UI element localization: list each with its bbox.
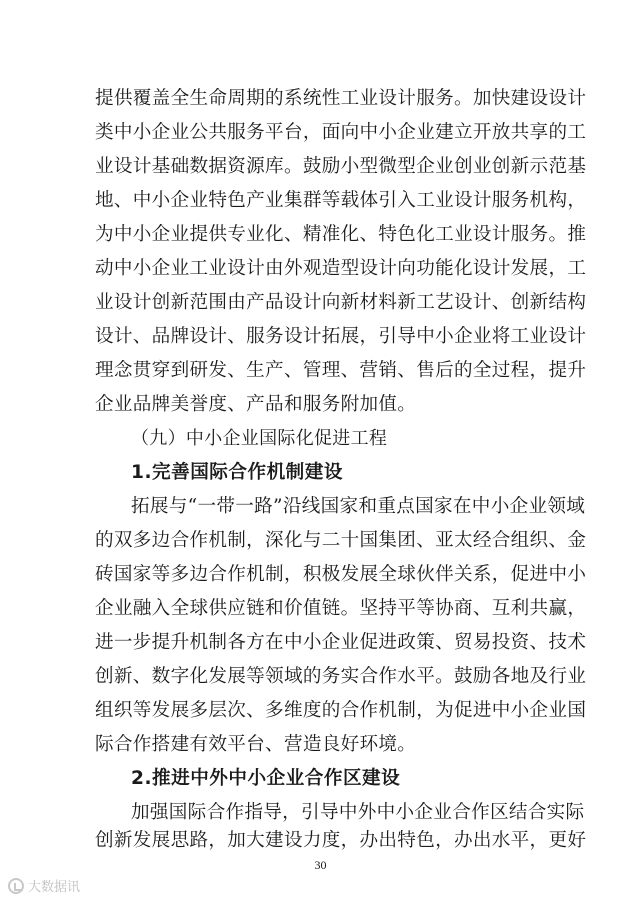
paragraph-1-line-7: 业设计创新范围由产品设计向新材料新工艺设计、创新结构 xyxy=(95,292,587,313)
paragraph-2-line-7: 组织等发展多层次、多维度的合作机制，为促进中小企业国 xyxy=(95,700,587,721)
subheading-1: 1.完善国际合作机制建设 xyxy=(131,462,343,483)
paragraph-1-line-5: 为中小企业提供专业化、精准化、特色化工业设计服务。推 xyxy=(95,224,587,245)
paragraph-1-line-2: 类中小企业公共服务平台，面向中小企业建立开放共享的工 xyxy=(95,122,587,143)
page-number: 30 xyxy=(314,858,327,872)
paragraph-2-line-8: 际合作搭建有效平台、营造良好环境。 xyxy=(95,734,417,755)
section-heading: （九）中小企业国际化促进工程 xyxy=(131,428,388,449)
paragraph-1-line-9: 理念贯穿到研发、生产、管理、营销、售后的全过程，提升 xyxy=(95,360,587,381)
paragraph-1-line-3: 业设计基础数据资源库。鼓励小型微型企业创业创新示范基 xyxy=(95,156,587,177)
watermark-logo-icon xyxy=(8,878,24,894)
paragraph-2-line-5: 进一步提升机制各方在中小企业促进政策、贸易投资、技术 xyxy=(95,632,587,653)
paragraph-2-line-6: 创新、数字化发展等领域的务实合作水平。鼓励各地及行业 xyxy=(95,666,587,687)
paragraph-2-line-2: 的双多边合作机制，深化与二十国集团、亚太经合组织、金 xyxy=(95,530,587,551)
paragraph-1-line-10: 企业品牌美誉度、产品和服务附加值。 xyxy=(95,394,417,415)
subheading-2: 2.推进中外中小企业合作区建设 xyxy=(131,768,401,789)
paragraph-3-line-1: 加强国际合作指导，引导中外中小企业合作区结合实际 xyxy=(131,802,585,823)
paragraph-2-line-3: 砖国家等多边合作机制，积极发展全球伙伴关系，促进中小 xyxy=(95,564,587,585)
watermark xyxy=(8,876,80,895)
paragraph-1-line-1: 提供覆盖全生命周期的系统性工业设计服务。加快建设设计 xyxy=(95,88,587,109)
paragraph-1-line-4: 地、中小企业特色产业集群等载体引入工业设计服务机构， xyxy=(95,190,587,211)
paragraph-1-line-8: 设计、品牌设计、服务设计拓展，引导中小企业将工业设计 xyxy=(95,326,587,347)
paragraph-3-line-2: 创新发展思路，加大建设力度，办出特色，办出水平，更好 xyxy=(95,830,587,851)
watermark-text: 大数据讯 xyxy=(28,880,81,895)
paragraph-2-line-4: 企业融入全球供应链和价值链。坚持平等协商、互利共赢， xyxy=(95,598,587,619)
paragraph-1-line-6: 动中小企业工业设计由外观造型设计向功能化设计发展，工 xyxy=(95,258,587,279)
paragraph-2-line-1: 拓展与“一带一路”沿线国家和重点国家在中小企业领域 xyxy=(131,496,586,517)
